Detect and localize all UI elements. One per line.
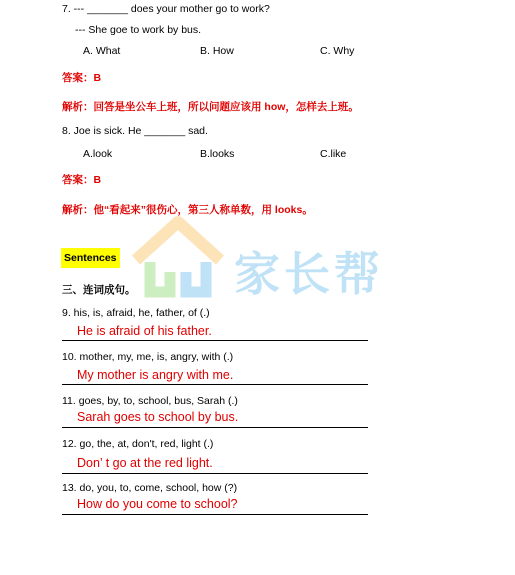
q8-answer: 答案：B [62,174,102,186]
sentence-10-answer: My mother is angry with me. [77,368,234,382]
q8-option-b: B.looks [200,148,235,160]
sentence-9-prompt: 9. his, is, afraid, he, father, of (.) [62,307,210,319]
sentence-11-underline [62,427,368,428]
q7-analysis: 解析：回答是坐公车上班，所以问题应该用 how，怎样去上班。 [62,101,359,113]
sentence-9-answer: He is afraid of his father. [77,324,212,338]
q7-reply: --- She goe to work by bus. [75,24,202,36]
section-heading: Sentences [61,248,120,268]
watermark-text: 家长帮 [234,247,384,301]
q8-question: 8. Joe is sick. He _______ sad. [62,125,208,137]
q7-option-c: C. Why [320,45,355,57]
sentence-12-underline [62,473,368,474]
watermark-logo [128,212,398,302]
sentence-10-prompt: 10. mother, my, me, is, angry, with (.) [62,351,234,363]
sentence-13-prompt: 13. do, you, to, come, school, how (?) [62,482,238,494]
q8-option-c: C.like [320,148,347,160]
sentence-11-answer: Sarah goes to school by bus. [77,410,239,424]
q7-answer: 答案：B [62,72,102,84]
sentence-12-answer: Don’ t go at the red light. [77,456,213,470]
q7-option-b: B. How [200,45,234,57]
q8-option-a: A.look [83,148,113,160]
sentence-9-underline [62,340,368,341]
sentence-11-prompt: 11. goes, by, to, school, bus, Sarah (.) [62,395,238,407]
sentence-13-answer: How do you come to school? [77,497,238,511]
q7-question: 7. --- _______ does your mother go to work? [62,3,270,15]
q7-option-a: A. What [83,45,121,57]
sentence-12-prompt: 12. go, the, at, don't, red, light (.) [62,438,214,450]
sentence-13-underline [62,514,368,515]
sentence-10-underline [62,384,368,385]
house-logo-icon [128,212,228,302]
section-subheading: 三、连词成句。 [62,284,136,296]
q8-analysis: 解析：他“看起来”很伤心，第三人称单数，用 looks。 [62,204,313,216]
